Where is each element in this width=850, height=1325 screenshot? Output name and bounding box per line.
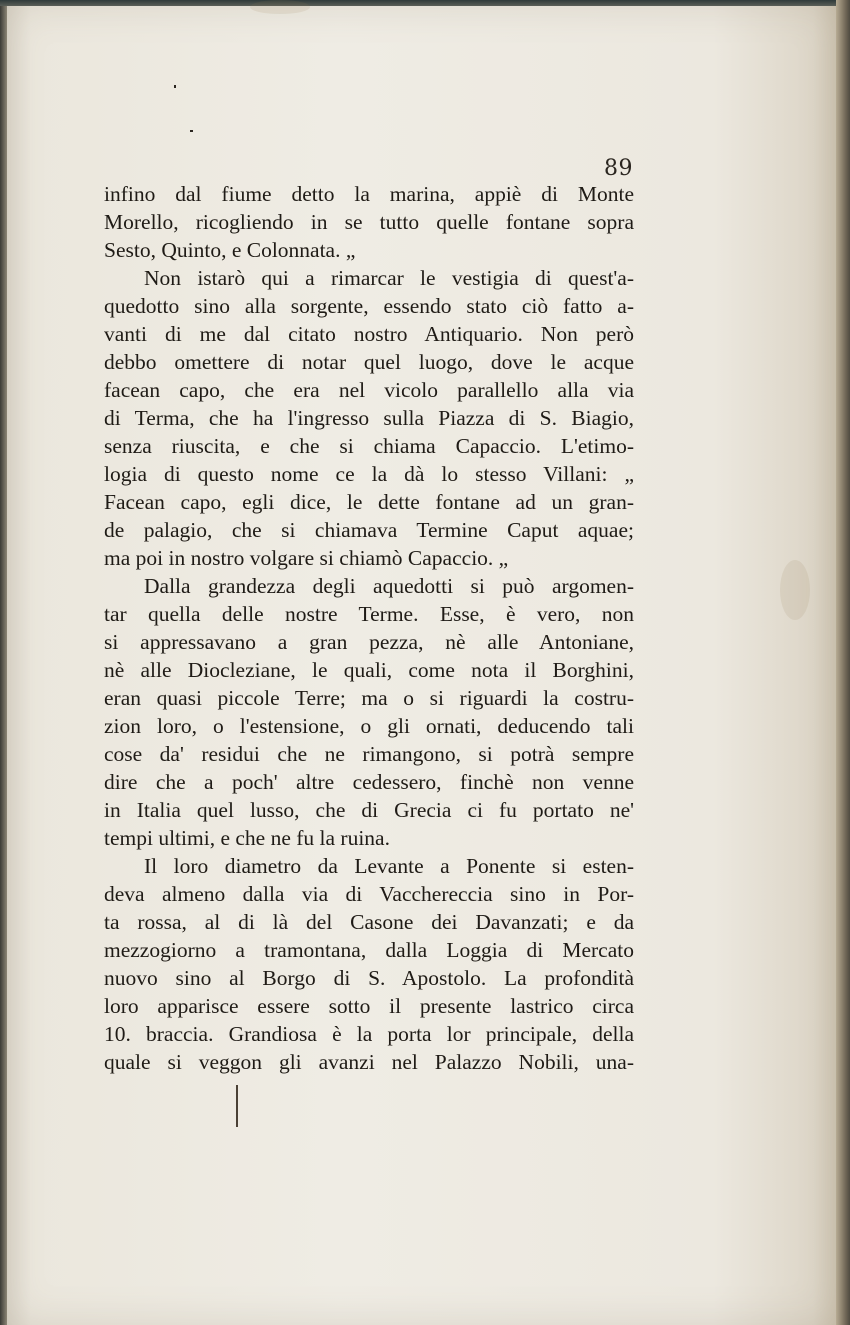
text-line: Facean capo, egli dice, le dette fontane ad un gran- (104, 490, 634, 514)
text-line: quedotto sino alla sorgente, essendo stato ciò fatto a- (104, 294, 634, 318)
text-line: 10. braccia. Grandiosa è la porta lor principale, della (104, 1022, 634, 1046)
text-line: dire che a poch' altre cedessero, finchè non venne (104, 770, 634, 794)
text-line: Il loro diametro da Levante a Ponente si esten- (144, 854, 634, 878)
text-line: quale si veggon gli avanzi nel Palazzo Nobili, una- (104, 1050, 634, 1074)
text-line: Morello, ricogliendo in se tutto quelle fontane sopra (104, 210, 634, 234)
text-line: tempi ultimi, e che ne fu la ruina. (104, 826, 390, 850)
speck (174, 85, 176, 88)
speck (190, 130, 193, 132)
text-line: nè alle Diocleziane, le quali, come nota il Borghini, (104, 658, 634, 682)
text-line: nuovo sino al Borgo di S. Apostolo. La profondità (104, 966, 634, 990)
text-line: di Terma, che ha l'ingresso sulla Piazza di S. Biagio, (104, 406, 634, 430)
text-line: Sesto, Quinto, e Colonnata. „ (104, 238, 356, 262)
text-line: si appressavano a gran pezza, nè alle Antoniane, (104, 630, 634, 654)
ink-stroke (236, 1085, 238, 1127)
paper-stain (780, 560, 810, 620)
text-line: infino dal fiume detto la marina, appiè di Monte (104, 182, 634, 206)
text-line: eran quasi piccole Terre; ma o si riguardi la costru- (104, 686, 634, 710)
text-line: loro apparisce essere sotto il presente lastrico circa (104, 994, 634, 1018)
text-line: senza riuscita, e che si chiama Capaccio. L'etimo- (104, 434, 634, 458)
binding-shadow (0, 0, 7, 1325)
text-line: ta rossa, al di là del Casone dei Davanzati; e da (104, 910, 634, 934)
text-line: facean capo, che era nel vicolo parallello alla via (104, 378, 634, 402)
top-edge (0, 0, 850, 6)
text-line: tar quella delle nostre Terme. Esse, è vero, non (104, 602, 634, 626)
text-line: ma poi in nostro volgare si chiamò Capaccio. „ (104, 546, 509, 570)
body-text (104, 180, 634, 1076)
fore-edge (836, 0, 850, 1325)
text-line: de palagio, che si chiamava Termine Caput aquae; (104, 518, 634, 542)
paper-stain (250, 0, 310, 14)
text-line: mezzogiorno a tramontana, dalla Loggia di Mercato (104, 938, 634, 962)
text-line: logia di questo nome ce la dà lo stesso Villani: „ (104, 462, 634, 486)
text-line: deva almeno dalla via di Vacchereccia sino in Por- (104, 882, 634, 906)
text-line: Dalla grandezza degli aquedotti si può argomen- (144, 574, 634, 598)
text-line: debbo omettere di notar quel luogo, dove le acque (104, 350, 634, 374)
text-line: Non istarò qui a rimarcar le vestigia di quest'a- (144, 266, 634, 290)
page-number: 89 (604, 156, 633, 181)
text-line: cose da' residui che ne rimangono, si potrà sempre (104, 742, 634, 766)
text-line: zion loro, o l'estensione, o gli ornati, deducendo tali (104, 714, 634, 738)
text-line: in Italia quel lusso, che di Grecia ci fu portato ne' (104, 798, 634, 822)
text-line: vanti di me dal citato nostro Antiquario. Non però (104, 322, 634, 346)
